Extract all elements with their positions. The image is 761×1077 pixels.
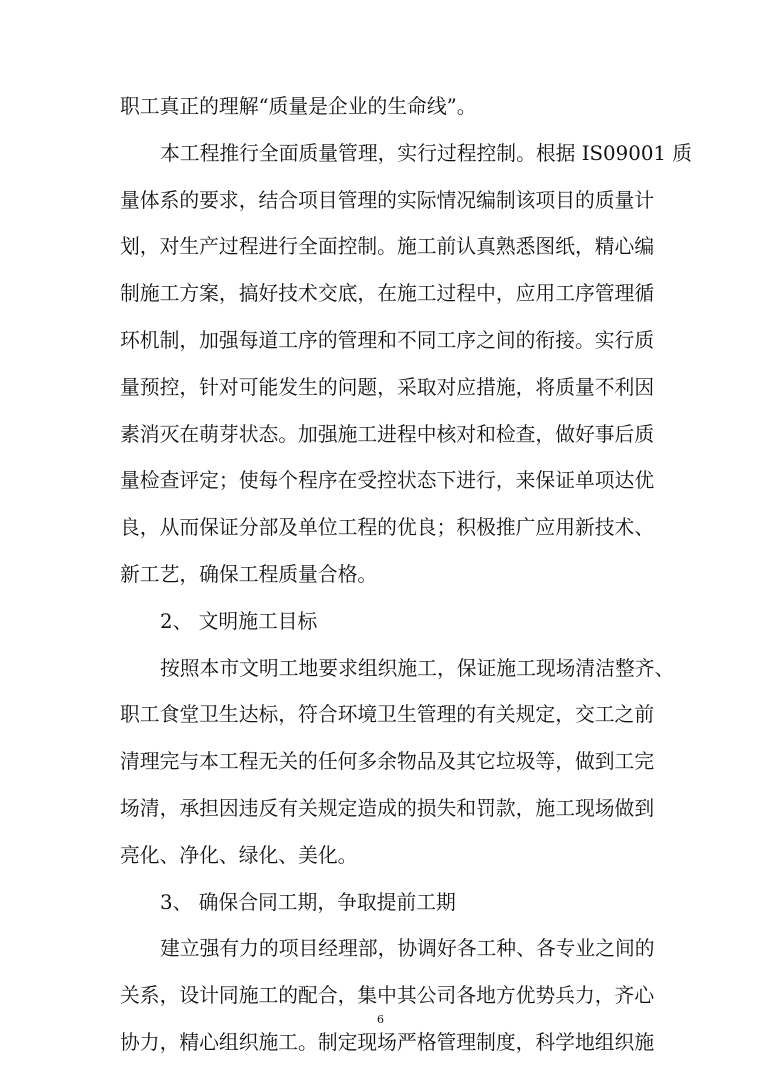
paragraph-line: 划，对生产过程进行全面控制。施工前认真熟悉图纸，精心编 <box>120 235 655 259</box>
page-number: 6 <box>377 1013 384 1026</box>
paragraph-line: 量检查评定；使每个程序在受控状态下进行，来保证单项达优 <box>120 469 655 493</box>
paragraph-line: 亮化、净化、绿化、美化。 <box>120 843 358 867</box>
paragraph-line: 按照本市文明工地要求组织施工，保证施工现场清洁整齐、 <box>160 656 675 680</box>
paragraph-line: 关系，设计同施工的配合，集中其公司各地方优势兵力，齐心 <box>120 984 655 1008</box>
paragraph-line: 建立强有力的项目经理部，协调好各工种、各专业之间的 <box>160 937 655 961</box>
paragraph-line: 职工真正的理解“质量是企业的生命线”。 <box>120 95 477 118</box>
paragraph-line: 职工食堂卫生达标，符合环境卫生管理的有关规定，交工之前 <box>120 703 655 727</box>
paragraph-line: 良，从而保证分部及单位工程的优良；积极推广应用新技术、 <box>120 516 655 540</box>
paragraph-line: 量预控，针对可能发生的问题，采取对应措施，将质量不利因 <box>120 375 655 399</box>
paragraph-line: 清理完与本工程无关的任何多余物品及其它垃圾等，做到工完 <box>120 750 655 774</box>
paragraph-line: 制施工方案，搞好技术交底，在施工过程中，应用工序管理循 <box>120 282 655 306</box>
section-heading: 3、 确保合同工期，争取提前工期 <box>160 890 456 914</box>
paragraph-line: 量体系的要求，结合项目管理的实际情况编制该项目的质量计 <box>120 188 655 212</box>
section-heading: 2、 文明施工目标 <box>160 609 318 633</box>
paragraph-line: 本工程推行全面质量管理，实行过程控制。根据 IS09001 质 <box>160 141 693 165</box>
paragraph-line: 环机制，加强每道工序的管理和不同工序之间的衔接。实行质 <box>120 329 655 352</box>
paragraph-line: 新工艺，确保工程质量合格。 <box>120 563 378 586</box>
paragraph-line: 场清，承担因违反有关规定造成的损失和罚款，施工现场做到 <box>120 797 655 820</box>
paragraph-line: 素消灭在萌芽状态。加强施工进程中核对和检查，做好事后质 <box>120 422 655 446</box>
paragraph-line: 协力，精心组织施工。制定现场严格管理制度，科学地组织施 <box>120 1031 655 1054</box>
